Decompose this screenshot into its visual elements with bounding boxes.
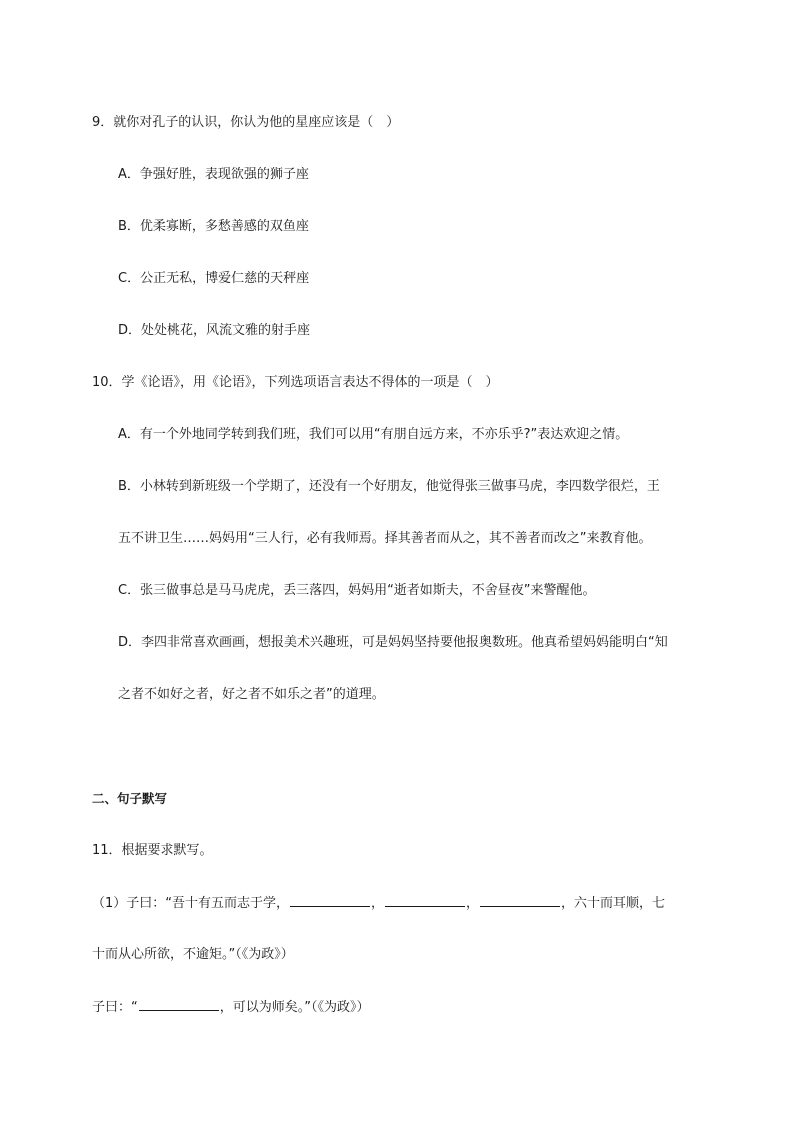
question-11-part1-line1 (92, 894, 665, 913)
question-11-stem: 11．根据要求默写。 (92, 843, 213, 858)
section-title: 二、句子默写 (92, 791, 168, 806)
question-10-option-c: C．张三做事总是马马虎虎，丢三落四，妈妈用“逝者如斯夫，不舍昼夜”来警醒他。 (118, 583, 596, 598)
question-9-option-a: A．争强好胜，表现欲强的狮子座 (118, 167, 309, 182)
part1-prefix: （1）子曰：“吾十有五而志于学， (92, 896, 290, 911)
question-9-option-d: D．处处桃花，风流文雅的射手座 (118, 323, 311, 338)
part2-suffix: ，可以为师矣。”（《为政》） (219, 1000, 370, 1015)
fill-blank-1[interactable] (290, 894, 370, 907)
part2-prefix: 子曰：“ (92, 1000, 138, 1015)
question-11-part2 (92, 998, 370, 1017)
part1-suffix: ，六十而耳顺，七 (561, 896, 666, 911)
separator: ， (466, 896, 480, 911)
separator: ， (371, 896, 385, 911)
question-10-option-b-line2: 五不讲卫生……妈妈用“三人行，必有我师焉。择其善者而从之，其不善者而改之”来教育他。 (118, 531, 652, 546)
fill-blank-4[interactable] (139, 998, 219, 1011)
fill-blank-3[interactable] (480, 894, 560, 907)
question-9-stem: 9．就你对孔子的认识，你认为他的星座应该是（ ） (92, 115, 400, 130)
fill-blank-2[interactable] (385, 894, 465, 907)
question-11-part1-line2: 十而从心所欲，不逾矩。”（《为政》） (92, 947, 294, 962)
question-9-option-b: B．优柔寡断，多愁善感的双鱼座 (118, 219, 309, 234)
question-10-stem: 10．学《论语》，用《论语》，下列选项语言表达不得体的一项是（ ） (92, 375, 499, 390)
question-10-option-a: A．有一个外地同学转到我们班，我们可以用“有朋自远方来，不亦乐乎?”表达欢迎之情。 (118, 427, 629, 442)
question-9-option-c: C．公正无私，博爱仁慈的天秤座 (118, 271, 310, 286)
question-10-option-d-line2: 之者不如好之者，好之者不如乐之者”的道理。 (118, 687, 385, 702)
question-10-option-b-line1: B．小林转到新班级一个学期了，还没有一个好朋友，他觉得张三做事马虎，李四数学很烂，王 (118, 479, 660, 494)
question-10-option-d-line1: D．李四非常喜欢画画，想报美术兴趣班，可是妈妈坚持要他报奥数班。他真希望妈妈能明白“知 (118, 635, 668, 650)
